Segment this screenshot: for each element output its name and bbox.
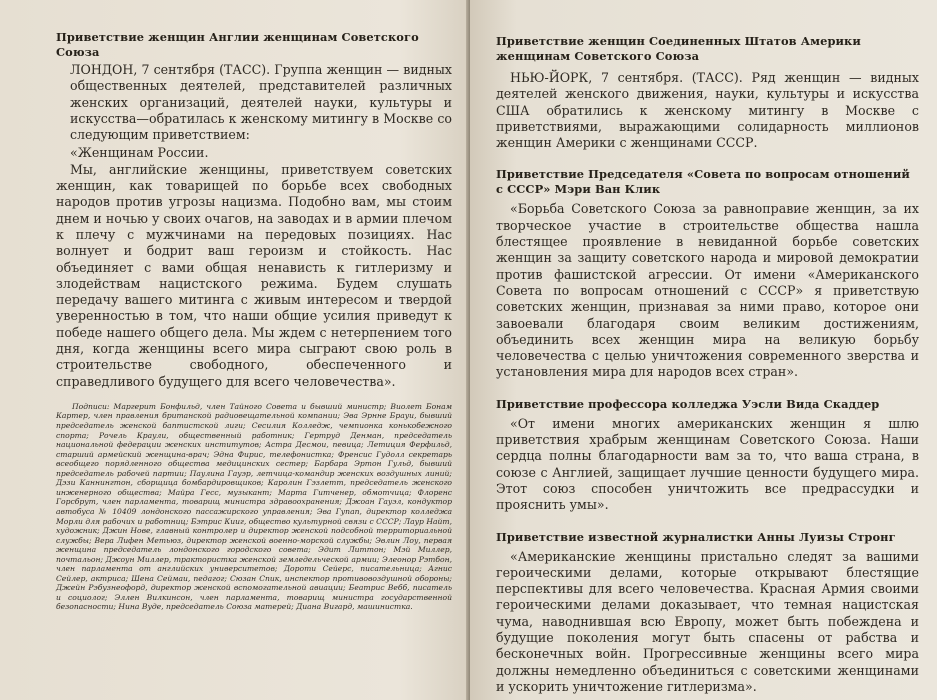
section-scudder	[496, 397, 919, 514]
section-heading: Приветствие Председателя «Совета по вопросам отношений с СССР» Мэри Ван Клик	[496, 167, 910, 197]
section-paragraph: НЬЮ-ЙОРК, 7 сентября. (ТАСС). Ряд женщин — видных деятелей женского движения, науки, культуры и искусства США обратились к женскому митингу в Москве с приветствиями, выражающими солидарность миллионов женщин Америки с женщинами СССР.	[496, 70, 919, 151]
left-paragraph: «Женщинам России.	[70, 145, 209, 161]
left-paragraph: ЛОНДОН, 7 сентября (ТАСС). Группа женщин — видных общественных деятелей, представителей различных женских организаций, деятелей науки, культуры и искусства—обратилась к женскому митингу в Москве со следующим приветствием:	[70, 62, 452, 143]
left-heading: Приветствие женщин Англии женщинам Советского Союза	[56, 30, 419, 59]
section-paragraph: «Американские женщины пристально следят за вашими героическими делами, которые открывают блестящие перспективы для всего человечества. Красная Армия своими героическими делами доказывает, что темная нацистская чума, наводнившая всю Европу, может быть побеждена и будущие поколения могут быть спасены от рабства и бесконечных войн. Прогрессивные женщины всего мира должны немедленно объединиться с советскими женщинами и ускорить уничтожение гитлеризма».	[496, 548, 919, 694]
section-heading: Приветствие профессора колледжа Уэсли Вида Скаддер	[496, 396, 880, 411]
left-paragraph: Мы, английские женщины, приветствуем советских женщин, как товарищей по борьбе всех свободных народов против угрозы нацизма. Подобно вам, мы стоим днем и ночью у своих очагов, на заводах и в армии плечом к плечу с мужчинами на передовых позициях. Нас волнует и бодрит ваш героизм и стойкость. Нас объединяет с вами общая ненависть к гитлеризму и злодействам нацистского режима. Будем слушать передачу вашего митинга с живым интересом и твердой уверенностью в том, что наши общие усилия приведут к победе нашего общего дела. Мы ждем с нетерпением того дня, когда женщины всего мира сыграют свою роль в строительстве свободного, обеспеченного и справедливого будущего для всего человечества».	[56, 161, 452, 389]
section-paragraph: «Борьба Советского Союза за равноправие женщин, за их творческое участие в строительстве общества нашла блестящее проявление в невиданной борьбе советских женщин за защиту советского народа и мировой демократии против фашистской агрессии. От имени «Американского Совета по вопросам отношений с СССР» я приветствую советских женщин, признавая за ними право, которое они завоевали благодаря своим великим достижениям, объединить всех женщин мира на великую борьбу человечества с целью уничтожения современного зверства и установления мира для народов всех стран».	[496, 201, 919, 380]
right-page	[470, 0, 937, 700]
section-heading: Приветствие известной журналистки Анны Луизы Стронг	[496, 529, 896, 544]
section-paragraph: «От имени многих американских женщин я шлю приветствия храбрым женщинам Советского Союза. Наши сердца полны благодарности вам за то, что ваша страна, в союзе с Англией, защищает лучшие ценности будущего мира. Этот союз способен уничтожить все предрассудки и прояснить умы».	[496, 415, 919, 513]
section-van-kleeck	[496, 167, 919, 380]
section-usa-greeting	[496, 34, 919, 151]
section-heading: Приветствие женщин Соединенных Штатов Америки женщинам Советского Союза	[496, 34, 861, 63]
signatures-list: Подписи: Маргерит Бонфильд, член Тайного Совета и бывший министр; Виолет Бонам Картер, член правления британской радиовещательной компании; Эва Эрнне Брауи, бывший председатель женской баптистской лиги; Сесилия Колледж, чемпионка конькобежного спорта; Рочель Краули, общественный работник; Гертруд Денман, председатель национальной федерации женских институтов; Астра Десмои, певица; Летиция Ферфильд, старший армейский женщина-врач; Эдна Фирис, телефонистка; Френсис Гудолл секретарь всеобщего порядленного общества медицинских сестер; Барбара Эртон Гульд, бывший председатель рабочей партии; Паулина Гауэр, летчица-командир женских воздушных линий; Дэзи Каннингтон, сборщица бомбардировщиков; Каролин Гэзлетт, председатель женского инженерного общества; Майра Гесс, музыкант; Марта Гитченер, обмотчица; Флоренс Горсбрут, член парламента, товарищ министра здравоохранения; Джоан Гауэл, кондуктор автобуса № 10409 лондонского пассажирского управления; Эва Гупап, директор колледжа Морли для рабочих и работниц; Бэтрис Кииг, общество культурной связи с СССР; Лаур Найт, художник; Джин Нове, главный контролер и директор женской подсобной территориальной службы; Вера Лифен Метьюз, директор женской военно-морской службы; Эвлин Лоу, первая женщина председатель лондонского городского совета; Эдит Литтон; Мэй Миллер, почтальон; Джоун Миллер, трактористка женской земледельческой армии; Элеонор Рэтбон, член парламента от английских университетов; Дороти Сейерс, писательница; Агнис Сейлер, актриса; Шена Сеймаи, педагог; Сюзан Спик, инспектор противовоздушной обороны; Джейн Рэбузнеофорд, директор женской вспомогательной авиации; Беатрис Вебб, писатель и социолог; Эллен Вилкинсон, член парламента, товарищ министра государственной безопасности; Нина Вуде, председатель Союза матерей; Диана Вигард, машинистка.	[56, 401, 452, 612]
section-strong	[496, 530, 919, 696]
